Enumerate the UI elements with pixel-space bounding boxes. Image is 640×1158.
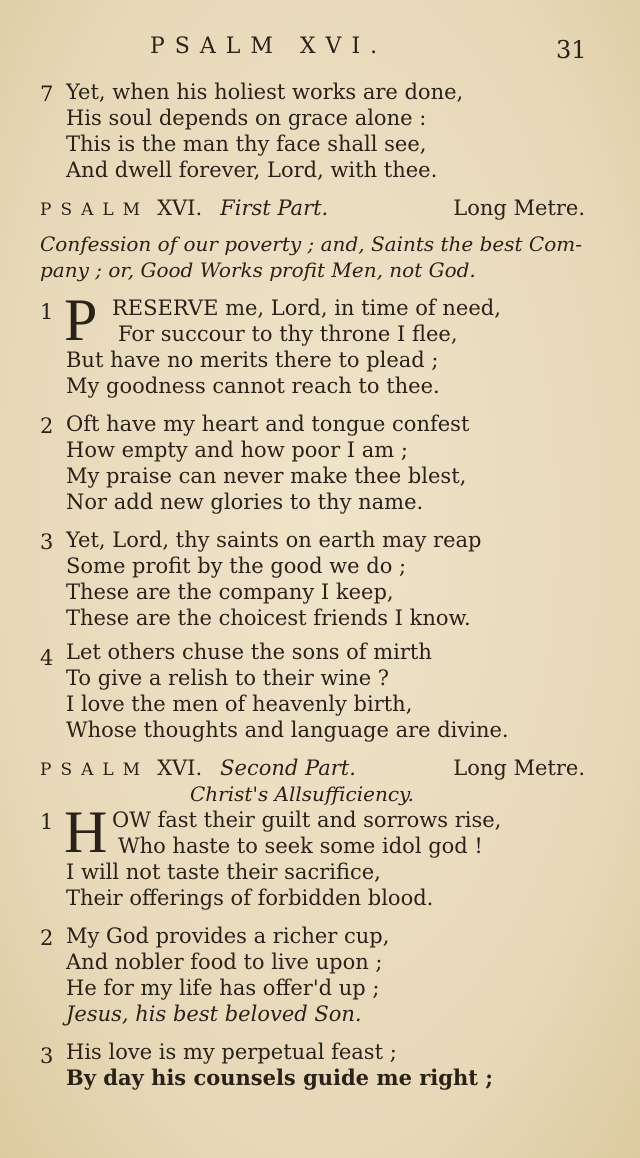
verse-line: But have no merits there to plead ;: [66, 348, 439, 372]
verse-line: By day his counsels guide me right ;: [66, 1065, 494, 1090]
verse-line: I love the men of heavenly birth,: [66, 692, 413, 716]
verse-line: Yet, Lord, thy saints on earth may reap: [66, 528, 482, 552]
section-heading-part1: [40, 196, 585, 222]
verse-line: Let others chuse the sons of mirth: [66, 640, 432, 664]
verse-number: 7: [40, 82, 54, 106]
heading-number: XVI.: [157, 756, 203, 780]
verse-line: My God provides a richer cup,: [66, 924, 390, 948]
verse-line: These are the choicest friends I know.: [66, 606, 471, 630]
verse-line: Jesus, his best beloved Son.: [66, 1002, 362, 1026]
drop-capital: H: [64, 799, 108, 865]
verse-number: 1: [40, 810, 54, 834]
verse-line: My praise can never make thee blest,: [66, 464, 467, 488]
page-number: 31: [556, 36, 587, 64]
section-subtitle: Confession of our poverty ; and, Saints the best Com-: [40, 232, 582, 256]
section-heading-part2: [40, 756, 585, 782]
verse-line: This is the man thy face shall see,: [66, 132, 427, 156]
verse-line: These are the company I keep,: [66, 580, 394, 604]
verse-line: Oft have my heart and tongue confest: [66, 412, 470, 436]
verse-number: 4: [40, 646, 54, 670]
section-subtitle: pany ; or, Good Works profit Men, not God.: [40, 258, 476, 282]
verse-line: RESERVE me, Lord, in time of need,: [112, 296, 501, 320]
verse-number: 3: [40, 1044, 54, 1068]
verse-line: How empty and how poor I am ;: [66, 438, 408, 462]
verse-line: His love is my perpetual feast ;: [66, 1040, 397, 1064]
verse-line: For succour to thy throne I flee,: [118, 322, 458, 346]
verse-line: OW fast their guilt and sorrows rise,: [112, 808, 502, 832]
section-subtitle: Christ's Allsufficiency.: [190, 782, 415, 806]
verse-line: His soul depends on grace alone :: [66, 106, 427, 130]
verse-line: Who haste to seek some idol god !: [118, 834, 483, 858]
running-head: PSALM XVI.: [150, 34, 388, 59]
verse-line: He for my life has offer'd up ;: [66, 976, 380, 1000]
verse-line: Yet, when his holiest works are done,: [66, 80, 464, 104]
drop-capital: P: [64, 287, 98, 353]
verse-number: 2: [40, 414, 54, 438]
verse-line: My goodness cannot reach to thee.: [66, 374, 440, 398]
heading-metre: Long Metre.: [453, 756, 585, 780]
heading-number: XVI.: [157, 196, 203, 220]
verse-number: 3: [40, 530, 54, 554]
heading-psalm: PSALM: [40, 200, 150, 220]
verse-line: To give a relish to their wine ?: [66, 666, 390, 690]
verse-line: And nobler food to live upon ;: [66, 950, 383, 974]
heading-metre: Long Metre.: [453, 196, 585, 220]
verse-line: I will not taste their sacrifice,: [66, 860, 381, 884]
verse-line: Their offerings of forbidden blood.: [66, 886, 434, 910]
heading-psalm: PSALM: [40, 760, 150, 780]
verse-line: Whose thoughts and language are divine.: [66, 718, 509, 742]
verse-line: Some profit by the good we do ;: [66, 554, 407, 578]
heading-part: First Part.: [220, 196, 329, 220]
verse-line: And dwell forever, Lord, with thee.: [66, 158, 438, 182]
verse-number: 2: [40, 926, 54, 950]
verse-number: 1: [40, 300, 54, 324]
heading-part: Second Part.: [220, 756, 356, 780]
verse-line: Nor add new glories to thy name.: [66, 490, 424, 514]
